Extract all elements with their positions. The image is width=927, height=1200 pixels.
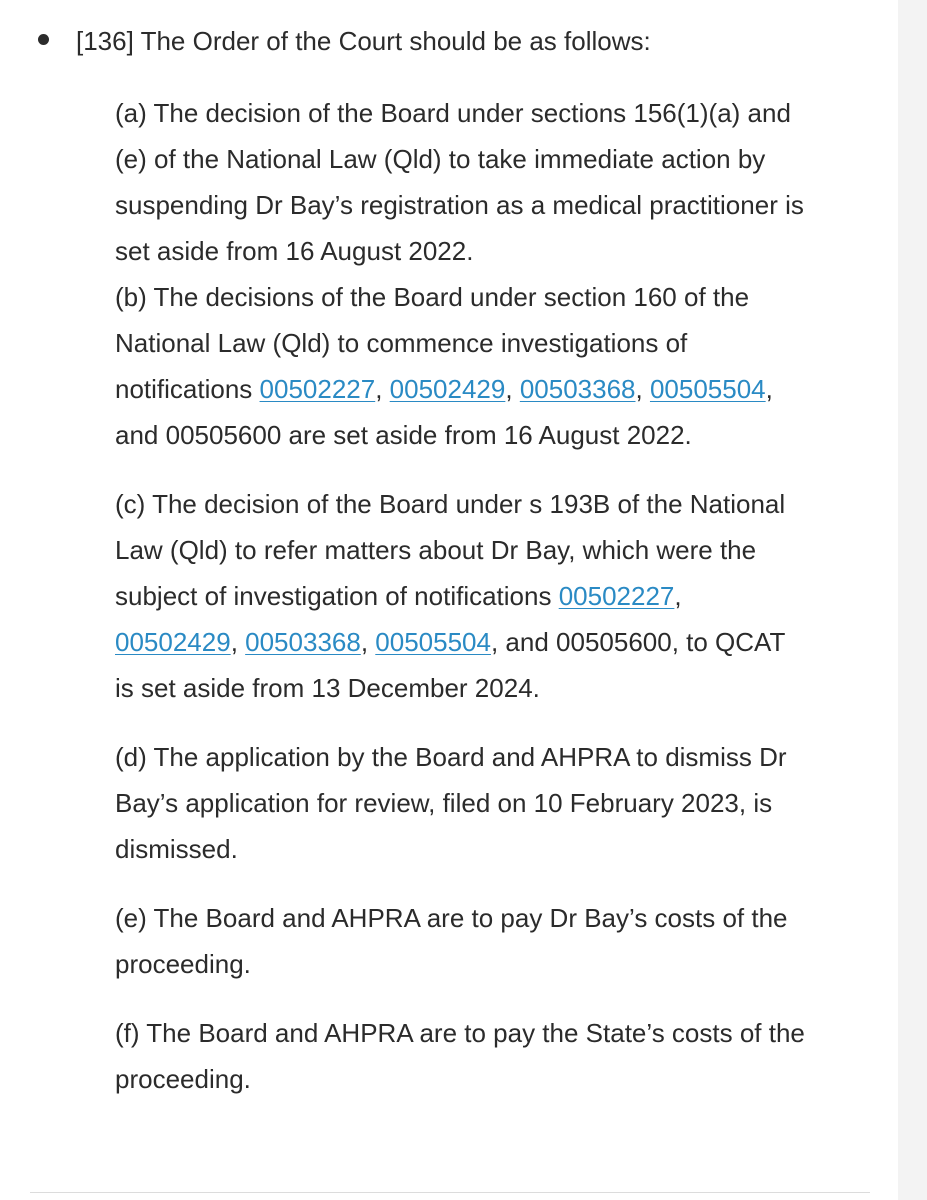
order-c-separator: , bbox=[230, 627, 246, 657]
order-d-text: (d) The application by the Board and AHPRA to dismiss Dr Bay’s application for review, filed on 10 February 2023, is dismissed. bbox=[115, 742, 787, 864]
page-gutter bbox=[898, 0, 927, 1200]
bullet-icon bbox=[38, 34, 49, 45]
order-paragraph-a bbox=[115, 90, 805, 274]
order-b-separator: , bbox=[635, 374, 650, 404]
notification-link-00503368[interactable]: 00503368 bbox=[519, 374, 636, 404]
section-divider bbox=[30, 1192, 870, 1193]
notification-link-00503368[interactable]: 00503368 bbox=[245, 627, 361, 657]
notification-link-00502429[interactable]: 00502429 bbox=[389, 374, 506, 404]
order-a-text: (a) The decision of the Board under sections 156(1)(a) and (e) of the National Law (Qld) to take immediate action by suspending Dr Bay’s registration as a medical practitioner is set aside from 16 August 2022. bbox=[115, 98, 804, 266]
order-c-outro: , and 00505600, to QCAT is set aside from 13 December 2024. bbox=[115, 627, 785, 703]
order-f-text: (f) The Board and AHPRA are to pay the State’s costs of the proceeding. bbox=[115, 1018, 805, 1094]
order-list-item bbox=[38, 18, 878, 64]
order-e-text: (e) The Board and AHPRA are to pay Dr Bay’s costs of the proceeding. bbox=[115, 903, 788, 979]
order-paragraph-f bbox=[115, 1010, 805, 1102]
order-paragraph-e bbox=[115, 895, 805, 987]
order-heading: [136] The Order of the Court should be as follows: bbox=[76, 26, 651, 56]
order-paragraph-c bbox=[115, 481, 805, 711]
order-c-intro: (c) The decision of the Board under s 193B of the National Law (Qld) to refer matters about Dr Bay, which were the subject of investigation of notifications bbox=[115, 489, 786, 611]
notification-link-00502227[interactable]: 00502227 bbox=[558, 581, 675, 611]
order-paragraph-d bbox=[115, 734, 805, 872]
order-c-separator: , bbox=[360, 627, 376, 657]
order-c-separator: , bbox=[674, 581, 682, 611]
order-b-outro: , and 00505600 are set aside from 16 August 2022. bbox=[115, 374, 773, 450]
order-b-separator: , bbox=[505, 374, 520, 404]
order-b-intro: (b) The decisions of the Board under section 160 of the National Law (Qld) to commence investigations of notifications bbox=[115, 282, 750, 404]
notification-link-00505504[interactable]: 00505504 bbox=[375, 627, 491, 657]
order-body bbox=[115, 90, 805, 1102]
order-b-separator: , bbox=[375, 374, 390, 404]
notification-link-00505504[interactable]: 00505504 bbox=[649, 374, 766, 404]
notification-link-00502429[interactable]: 00502429 bbox=[115, 627, 231, 657]
order-paragraph-b bbox=[115, 274, 805, 458]
notification-link-00502227[interactable]: 00502227 bbox=[259, 374, 376, 404]
